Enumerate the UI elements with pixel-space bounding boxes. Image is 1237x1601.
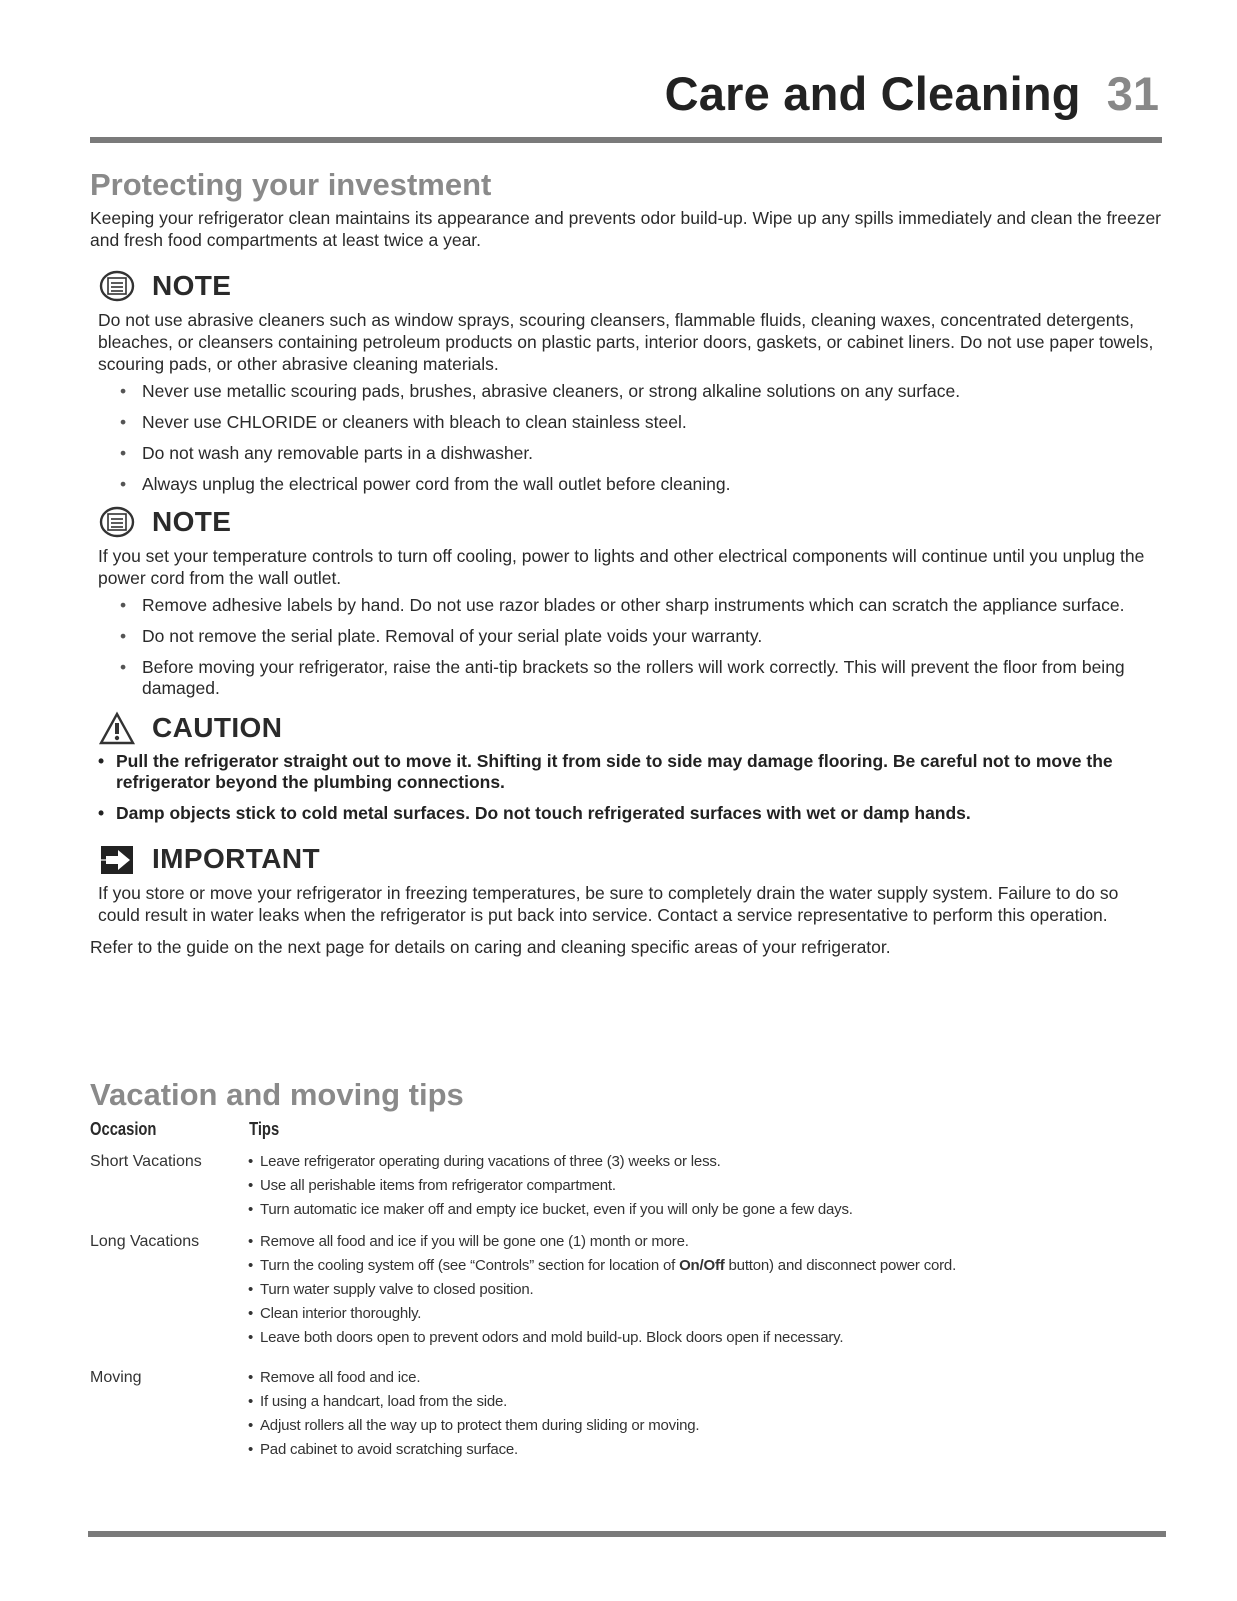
intro-paragraph: Keeping your refrigerator clean maintains its appearance and prevents odor build-up. Wipe up any spills immediately and clean the freezer and fresh food compartments at least twice a year. [90,208,1162,250]
list-item: • Remove all food and ice if you will be gone one (1) month or more. [248,1230,956,1254]
page-header [665,66,1159,121]
important-arrow-icon [98,842,136,876]
section-title-vacation: Vacation and moving tips [90,1077,464,1112]
caution-label: CAUTION [152,712,283,743]
occasion-cell: Short Vacations [90,1153,202,1170]
list-item: • If using a handcart, load from the side. [248,1390,699,1414]
tip-text-suffix: button) and disconnect power cord. [724,1257,957,1274]
vacation-section [90,1075,1165,1462]
list-item: • Always unplug the electrical power cord from the wall outlet before cleaning. [142,474,1165,495]
note-label: NOTE [152,506,232,537]
note-heading [98,269,1165,303]
important-text: If you store or move your refrigerator in freezing temperatures, be sure to completely drain the water supply system. Failure to do so could result in water leaks when the refrigerator is put back into service. Contact a service representative to perform this operation. [98,883,1119,925]
tips-list [248,1150,853,1222]
footer-rule [88,1531,1166,1537]
column-header-occasion: Occasion [90,1119,157,1139]
list-item: • Damp objects stick to cold metal surfaces. Do not touch refrigerated surfaces with wet or damp hands. [116,803,1165,824]
warning-triangle-icon [98,711,136,745]
list-item: • Use all perishable items from refrigerator compartment. [248,1174,853,1198]
list-item: • Before moving your refrigerator, raise the anti-tip brackets so the rollers will work correctly. This will prevent the floor from being damaged. [142,657,1165,699]
column-header-tips: Tips [249,1119,280,1139]
list-item: • Do not wash any removable parts in a dishwasher. [142,443,1165,464]
refer-paragraph: Refer to the guide on the next page for details on caring and cleaning specific areas of your refrigerator. [90,937,891,957]
list-item: • Adjust rollers all the way up to protect them during sliding or moving. [248,1414,699,1438]
list-item: • Leave refrigerator operating during vacations of three (3) weeks or less. [248,1150,853,1174]
occasion-cell: Moving [90,1369,142,1386]
important-heading [98,842,1165,876]
note-icon [98,505,136,539]
table-row [90,1230,1165,1350]
list-item [248,1254,956,1278]
list-item: • Turn water supply valve to closed position. [248,1278,956,1302]
tips-list [248,1366,699,1462]
list-item: • Remove adhesive labels by hand. Do not use razor blades or other sharp instruments which can scratch the appliance surface. [142,595,1165,616]
list-item: • Pull the refrigerator straight out to move it. Shifting it from side to side may damage flooring. Be careful not to move the refrigerator beyond the plumbing connections. [116,751,1165,793]
list-item: • Remove all food and ice. [248,1366,699,1390]
section-title-protecting: Protecting your investment [90,167,492,202]
list-item: • Leave both doors open to prevent odors and mold build-up. Block doors open if necessary. [248,1326,956,1350]
table-row [90,1366,1165,1462]
tip-text: Turn the cooling system off (see “Controls” section for location of [260,1257,680,1274]
note-bullets [90,595,1165,699]
table-row [90,1150,1165,1222]
note-heading [98,505,1165,539]
list-item: • Pad cabinet to avoid scratching surface. [248,1438,699,1462]
note-bullets [90,381,1165,495]
note-label: NOTE [152,270,232,301]
list-item: • Turn automatic ice maker off and empty ice bucket, even if you will only be gone a few days. [248,1198,853,1222]
protecting-section [90,165,1165,958]
caution-bullets [90,751,1165,824]
list-item: • Clean interior thoroughly. [248,1302,956,1326]
list-item: • Never use CHLORIDE or cleaners with bleach to clean stainless steel. [142,412,1165,433]
header-rule [90,137,1162,143]
note-text: If you set your temperature controls to turn off cooling, power to lights and other electrical components will continue until you unplug the power cord from the wall outlet. [98,546,1145,588]
page-number: 31 [1106,67,1159,120]
vacation-table-header [90,1119,972,1140]
chapter-title: Care and Cleaning [664,67,1081,120]
occasion-cell: Long Vacations [90,1233,200,1250]
note-icon [98,269,136,303]
list-item: • Never use metallic scouring pads, brushes, abrasive cleaners, or strong alkaline solutions on any surface. [142,381,1165,402]
note-text: Do not use abrasive cleaners such as window sprays, scouring cleansers, flammable fluids, cleaning waxes, concentrated detergents, bleaches, or cleansers containing petroleum products on plastic parts, interior doors, gaskets, or cabinet liners. Do not use paper towels, scouring pads, or other abrasive cleaning materials. [98,310,1154,374]
list-item: • Do not remove the serial plate. Removal of your serial plate voids your warranty. [142,626,1165,647]
tips-list [248,1230,956,1350]
caution-heading [98,711,1165,745]
important-label: IMPORTANT [152,843,320,874]
onoff-label: On/Off [679,1257,725,1274]
